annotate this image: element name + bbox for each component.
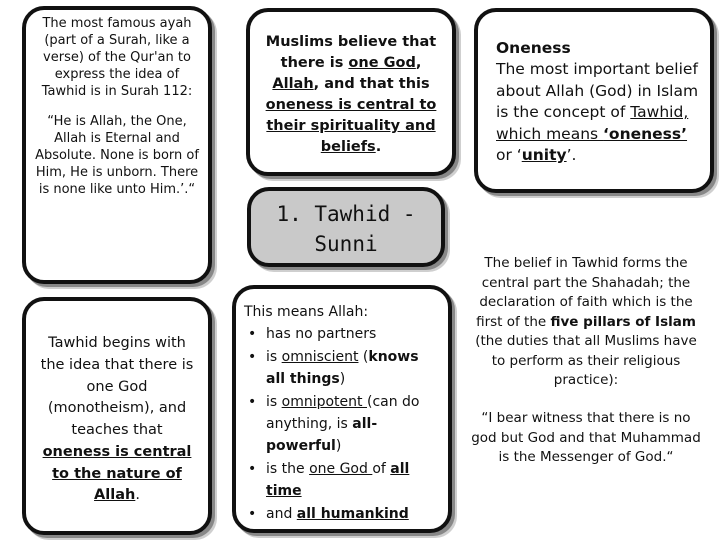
believe-central: oneness is central to their spirituality and beliefs <box>265 97 437 156</box>
oneness-end: ’. <box>566 145 577 164</box>
oneness-unity: unity <box>521 145 567 164</box>
tawhid-begins-card <box>22 297 212 535</box>
oneness-word: ‘oneness’ <box>603 124 688 143</box>
begins-text: Tawhid begins with the idea that there is one God (monotheism), and teaches that <box>40 335 194 438</box>
attribute-text: and <box>266 505 297 522</box>
believe-text-2: , and that this <box>313 76 430 93</box>
believe-end: . <box>375 139 382 156</box>
list-item <box>244 503 440 525</box>
believe-one-god: one God <box>348 55 416 72</box>
shahadah-text: The belief in Tawhid forms the central part the Shahadah; the declaration of faith which is the first of the <box>476 255 693 330</box>
attribute-term: omnipotent <box>281 393 367 410</box>
attribute-text: ( <box>358 348 369 365</box>
attribute-emphasis: all-powerful <box>266 415 378 455</box>
believe-sep: , <box>415 55 422 72</box>
attributes-list <box>244 323 440 525</box>
attribute-text: of <box>372 460 391 477</box>
shahadah-text: (the duties that all Muslims have to perform as their religious practice): <box>475 333 697 389</box>
list-item <box>244 391 440 458</box>
believe-allah: Allah <box>272 76 314 93</box>
shahadah-quote: “I bear witness that there is no god but God and that Muhammad is the Messenger of God.“ <box>471 409 701 466</box>
ayah-card <box>22 6 212 284</box>
shahadah-block <box>470 254 702 486</box>
attribute-text: (can do anything, is <box>266 393 420 432</box>
believe-text: Muslims believe that there is <box>265 34 437 72</box>
page-title: 1. Tawhid - Sunni <box>276 202 416 257</box>
attribute-text: is <box>266 393 282 410</box>
attribute-term: one God <box>309 460 373 477</box>
oneness-tawhid: Tawhid, which means <box>496 103 689 143</box>
attribute-emphasis: knows all things <box>266 348 419 388</box>
shahadah-description <box>470 254 702 391</box>
attribute-emphasis: all humankind <box>296 505 409 522</box>
attribute-text: is <box>266 348 282 365</box>
oneness-text: The most important belief about Allah (God) in Islam is the concept of <box>496 60 699 122</box>
attribute-term: omniscient <box>281 348 359 365</box>
list-item <box>244 346 440 391</box>
begins-end: . <box>135 487 140 504</box>
list-item <box>244 323 440 345</box>
means-intro: This means Allah: <box>244 304 369 320</box>
attribute-text: is the <box>266 460 310 477</box>
means-card <box>232 285 452 533</box>
attribute-text: ) <box>335 438 342 455</box>
five-pillars-term: five pillars of Islam <box>550 313 696 330</box>
begins-highlight: oneness is central to the nature of Allah <box>42 443 192 504</box>
ayah-intro: The most famous ayah (part of a Surah, like a verse) of the Qur'an to express the idea of Tawhid is in Surah 112: <box>41 16 193 99</box>
oneness-or: or ‘ <box>496 145 522 164</box>
attribute-text: ) <box>339 371 346 388</box>
muslims-believe-card <box>246 8 456 176</box>
attribute-emphasis: all time <box>266 460 410 500</box>
oneness-heading: Oneness <box>496 39 571 57</box>
oneness-card <box>474 8 714 193</box>
attribute-text: has no partners <box>266 326 377 343</box>
list-item <box>244 458 440 503</box>
ayah-quote: “He is Allah, the One, Allah is Eternal and Absolute. None is born of Him, He is unborn. There is none like unto Him.’.“ <box>35 114 199 198</box>
title-card <box>247 187 445 267</box>
